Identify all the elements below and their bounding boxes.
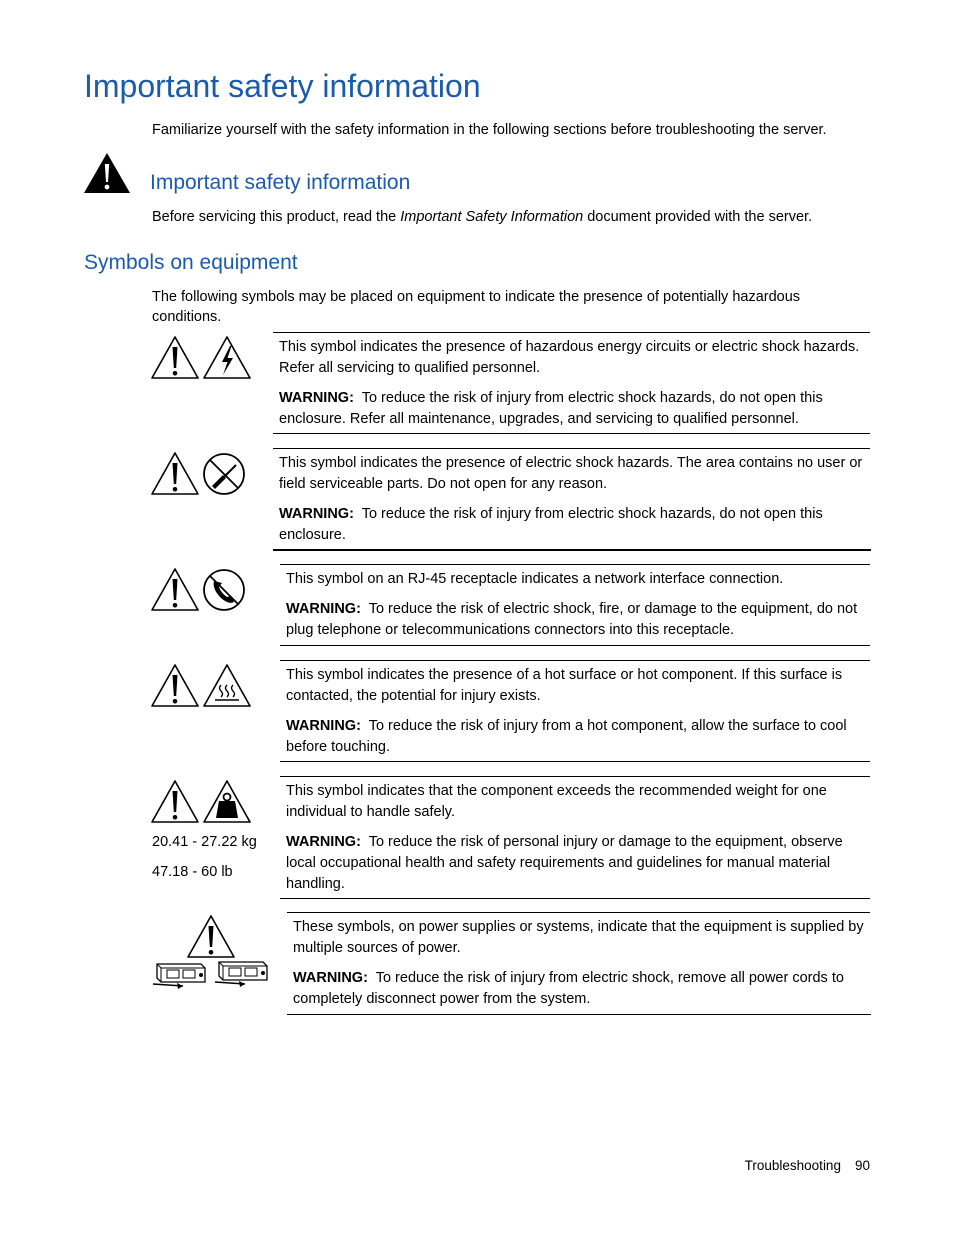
entry-warning: WARNING: To reduce the risk of injury from electric shock hazards, do not open this enclosure. xyxy=(279,506,823,543)
entry-description: This symbol on an RJ-45 receptacle indicates a network interface connection. xyxy=(286,571,784,587)
caution-triangle-icon xyxy=(152,781,198,822)
warning-triangle-icon xyxy=(83,152,131,194)
entry-description: This symbol indicates the presence of electric shock hazards. The area contains no user or field serviceable parts. Do not open for any reason. xyxy=(279,455,863,492)
symbol-entry-1-icons xyxy=(151,335,251,381)
symbols-heading: Symbols on equipment xyxy=(84,251,298,274)
footer-page-number: 90 xyxy=(854,1158,870,1173)
table-rule xyxy=(280,761,870,762)
entry-description: These symbols, on power supplies or systems, indicate that the equipment is supplied by multiple sources of power. xyxy=(293,919,864,956)
table-rule xyxy=(280,898,870,899)
table-rule xyxy=(273,433,870,434)
hot-surface-icon xyxy=(204,665,250,706)
table-rule xyxy=(280,776,870,777)
symbol-entry-4 xyxy=(286,665,866,758)
symbol-entry-6-icons xyxy=(151,914,275,992)
heavy-weight-icon xyxy=(204,781,250,822)
footer-section: Troubleshooting xyxy=(744,1158,841,1173)
caution-triangle-icon xyxy=(188,916,234,957)
caution-triangle-icon xyxy=(152,569,198,610)
symbol-entry-5-icons xyxy=(151,779,251,825)
table-rule xyxy=(280,564,870,565)
entry-description: This symbol indicates that the component exceeds the recommended weight for one individual to handle safely. xyxy=(286,783,827,820)
symbol-entry-2 xyxy=(279,453,864,546)
entry-warning: WARNING: To reduce the risk of injury from a hot component, allow the surface to cool before touching. xyxy=(286,718,847,755)
power-cord-icon xyxy=(215,962,267,987)
page-title: Important safety information xyxy=(84,68,481,104)
entry-warning: WARNING: To reduce the risk of electric shock, fire, or damage to the equipment, do not plug telephone or telecommunications connectors into this receptacle. xyxy=(286,601,858,638)
entry-description: This symbol indicates the presence of a hot surface or hot component. If this surface is contacted, the potential for injury exists. xyxy=(286,667,843,704)
no-telephone-icon xyxy=(204,570,244,610)
no-screwdriver-icon xyxy=(204,454,244,494)
symbol-entry-2-icons xyxy=(151,451,251,497)
entry-description: This symbol indicates the presence of hazardous energy circuits or electric shock hazards. Refer all servicing to qualified personnel. xyxy=(279,339,860,376)
symbols-intro: The following symbols may be placed on equipment to indicate the presence of potentially hazardous conditions. xyxy=(152,289,801,325)
symbol-entry-1 xyxy=(279,337,864,430)
lightning-triangle-icon xyxy=(204,337,250,378)
table-rule xyxy=(273,448,870,449)
caution-triangle-icon xyxy=(152,337,198,378)
entry-warning: WARNING: To reduce the risk of personal injury or damage to the equipment, observe local occupational health and safety requirements and guidelines for manual material handling. xyxy=(286,834,843,892)
table-rule xyxy=(273,332,870,333)
table-rule xyxy=(273,549,871,551)
safety-paragraph: Before servicing this product, read the Important Safety Information document provided with the server. xyxy=(152,209,813,225)
caution-triangle-icon xyxy=(152,453,198,494)
entry-warning: WARNING: To reduce the risk of injury from electric shock hazards, do not open this enclosure. Refer all maintenance, upgrades, and servicing to qualified personnel. xyxy=(279,390,823,427)
safety-heading: Important safety information xyxy=(150,171,411,194)
table-rule xyxy=(287,1014,871,1015)
weight-lb: 47.18 - 60 lb xyxy=(152,864,233,880)
power-cord-icon xyxy=(153,964,205,989)
table-rule xyxy=(287,912,870,913)
page-footer xyxy=(745,1158,870,1173)
symbol-entry-6 xyxy=(293,917,867,1010)
document-title: Important Safety Information xyxy=(400,209,584,225)
page-intro: Familiarize yourself with the safety information in the following sections before troubleshooting the server. xyxy=(152,122,827,138)
entry-warning: WARNING: To reduce the risk of injury from electric shock, remove all power cords to completely disconnect power from the system. xyxy=(293,970,844,1007)
caution-triangle-icon xyxy=(152,665,198,706)
symbol-entry-3-icons xyxy=(151,567,251,613)
symbol-entry-4-icons xyxy=(151,663,251,709)
symbol-entry-3 xyxy=(286,569,866,641)
table-rule xyxy=(280,660,870,661)
symbol-entry-5 xyxy=(286,781,866,895)
table-rule xyxy=(280,645,870,646)
weight-kg: 20.41 - 27.22 kg xyxy=(152,834,257,850)
